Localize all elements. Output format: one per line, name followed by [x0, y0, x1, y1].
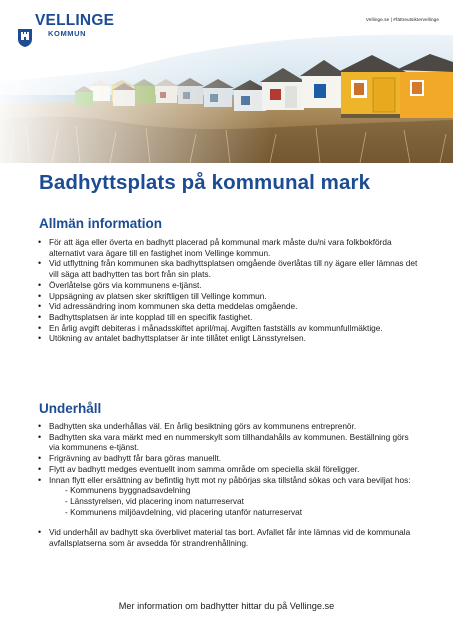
list-item: • Badhyttsplatsen är inte kopplad till en specifik fastighet.: [38, 312, 418, 323]
sub-list-item: - Länsstyrelsen, vid placering inom naturreservat: [65, 495, 244, 506]
sub-list-item: - Kommunens miljöavdelning, vid placering utanför naturreservat: [65, 506, 303, 517]
list-item: • Frigrävning av badhytt får bara göras manuellt.: [38, 453, 418, 464]
list-item: • Utökning av antalet badhyttsplatser är inte tillåtet enligt Länsstyrelsen.: [38, 333, 418, 344]
list-item: • Överlåtelse görs via kommunens e-tjänst.: [38, 280, 418, 291]
general-info-list: [38, 237, 418, 344]
municipal-shield-icon: [17, 28, 33, 48]
list-item-permit: [38, 475, 418, 518]
list-item: • Vid utflyttning från kommunen ska badhyttsplatsen omgående överlåtas till ny ägare eller lämnas det vill säga att badhytten tas bort från sin plats.: [38, 258, 418, 279]
list-item: • Badhytten ska underhållas väl. En årlig besiktning görs av kommunens entreprenör.: [38, 421, 418, 432]
logo-name: VELLINGE: [35, 12, 115, 29]
list-item: • Vid adressändring inom kommunen ska detta meddelas omgående.: [38, 301, 418, 312]
section-heading-maintenance: Underhåll: [39, 401, 102, 416]
list-item: • Badhytten ska vara märkt med en nummerskylt som tillhandahålls av kommunen. Beställning görs via kommunens e-tjänst.: [38, 432, 418, 453]
section-heading-general: Allmän information: [39, 216, 163, 231]
vellinge-logo[interactable]: [17, 12, 117, 62]
list-item: • Uppsägning av platsen sker skriftligen till Vellinge kommun.: [38, 291, 418, 302]
permit-authorities-list: [65, 485, 418, 517]
header-links[interactable]: Vellinge.se | #fättreutsiktervellinge: [365, 17, 439, 22]
page-title: Badhyttsplats på kommunal mark: [39, 171, 371, 194]
logo-subtitle: KOMMUN: [48, 29, 87, 38]
list-item: • Flytt av badhytt medges eventuellt inom samma område om speciella skäl föreligger.: [38, 464, 418, 475]
list-item: • Vid underhåll av badhytt ska överblivet material tas bort. Avfallet får inte lämnas vid de kommunala avfallsplatserna som är avsedda för strandrenhållning.: [38, 527, 418, 548]
list-item: • För att äga eller överta en badhytt placerad på kommunal mark måste du/ni vara folkbokförda alternativt vara ägare till en fastighet inom Vellinge kommun.: [38, 237, 418, 258]
maintenance-list: [38, 421, 418, 549]
footer-info: Mer information om badhytter hittar du på Vellinge.se: [118, 601, 335, 611]
permit-text: Innan flytt eller ersättning av befintlig hytt mot ny påbörjas ska tillstånd sökas och vara beviljat hos:: [49, 474, 411, 485]
sub-list-item: - Kommunens byggnadsavdelning: [65, 485, 191, 496]
list-item: • En årlig avgift debiteras i månadsskiftet april/maj. Avgiften fastställs av kommunfullmäktige.: [38, 323, 418, 334]
